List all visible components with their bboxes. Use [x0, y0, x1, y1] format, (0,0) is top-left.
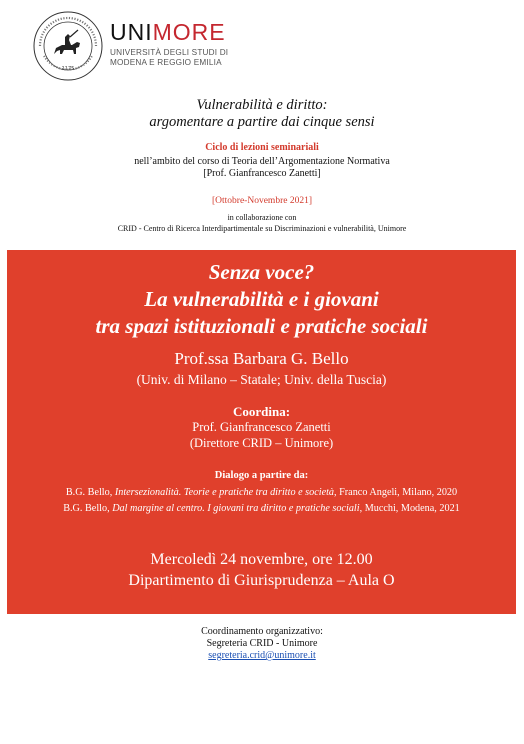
event-date-time: Mercoledì 24 novembre, ore 12.00 [150, 551, 373, 568]
contact-email-row [0, 650, 524, 662]
dialogue-heading: Dialogo a partire da: [214, 470, 309, 481]
course-line: nell’ambito del corso di Teoria dell’Argomentazione Normativa [134, 156, 390, 167]
organization-label: Coordinamento organizzativo: [201, 626, 323, 637]
cycle-label: Ciclo di lezioni seminariali [205, 142, 319, 153]
brand-name: UNIMORE [110, 19, 226, 45]
unimore-wordmark [110, 20, 228, 67]
series-title-line1: Vulnerabilità e diritto: [196, 97, 328, 113]
university-seal-logo [32, 10, 104, 82]
event-title-line1: Senza voce? [208, 260, 315, 284]
coordinator-role: (Direttore CRID – Unimore) [189, 436, 334, 450]
event-title-line2: La vulnerabilità e i giovani [144, 287, 379, 311]
organization-name: Segreteria CRID - Unimore [206, 638, 318, 649]
speaker-affiliation: (Univ. di Milano – Statale; Univ. della Tuscia) [136, 372, 387, 387]
university-name-line1: UNIVERSITÀ DEGLI STUDI DI [110, 48, 229, 57]
coordinator-name: Prof. Gianfrancesco Zanetti [192, 420, 331, 434]
period-label: [Ottobre-Novembre 2021] [212, 196, 312, 206]
event-panel [7, 250, 516, 614]
reference-item: B.G. Bello, Intersezionalità. Teorie e pratiche tra diritto e società, Franco Angeli, Milano, 2020 [65, 487, 458, 498]
contact-email-link[interactable]: segreteria.crid@unimore.it [208, 650, 316, 661]
reference-item: B.G. Bello, Dal margine al centro. I giovani tra diritto e pratiche sociali, Mucchi, Modena, 2021 [63, 503, 460, 514]
series-title [0, 97, 524, 131]
event-venue: Dipartimento di Giurisprudenza – Aula O [128, 572, 395, 589]
crid-line: CRID - Centro di Ricerca Interdipartimentale su Discriminazioni e vulnerabilità, Unimore [117, 224, 407, 233]
speaker-name: Prof.ssa Barbara G. Bello [174, 349, 349, 368]
coordination-heading: Coordina: [232, 404, 291, 419]
seal-year: 1175 [61, 66, 75, 72]
course-professor: [Prof. Gianfrancesco Zanetti] [203, 168, 321, 179]
series-title-line2: argomentare a partire dai cinque sensi [149, 114, 375, 130]
collaboration-label: in collaborazione con [227, 213, 297, 222]
event-title-line3: tra spazi istituzionali e pratiche sociali [95, 314, 428, 338]
university-name-line2: MODENA E REGGIO EMILIA [110, 57, 222, 67]
